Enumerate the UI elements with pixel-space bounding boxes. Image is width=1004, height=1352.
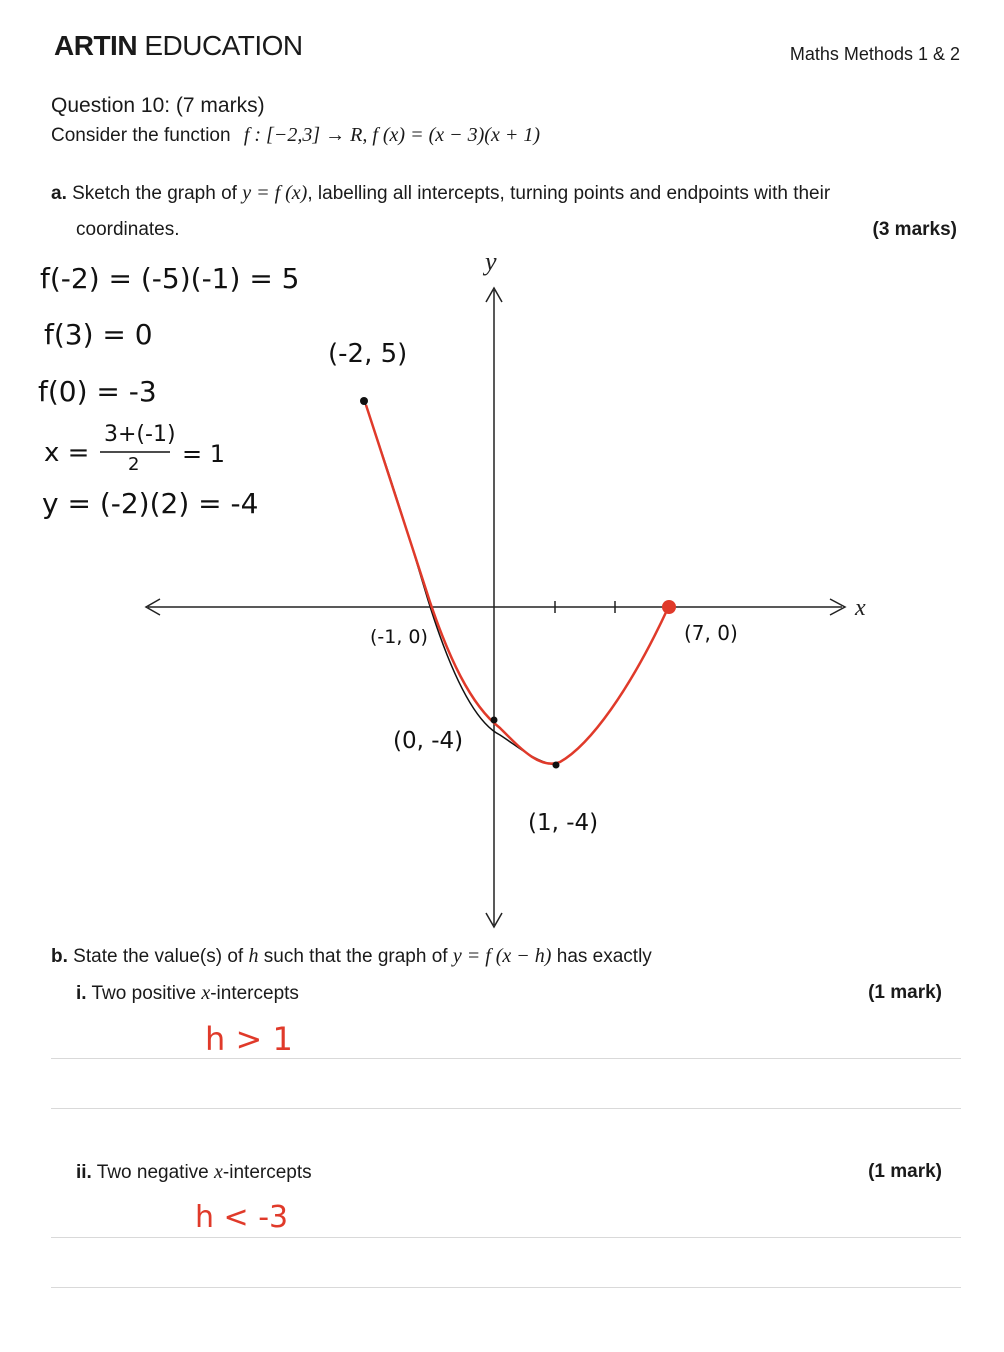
label-turning-point: (1, -4): [528, 810, 599, 836]
working-line-3: f(0) = -3: [38, 375, 157, 408]
sketch-curve-black: [364, 400, 556, 765]
part-a-text3: coordinates.: [76, 219, 180, 240]
part-a-label: a.: [51, 183, 67, 204]
label-x-intercept-right: (7, 0): [684, 621, 738, 645]
question-title: Question 10: (7 marks): [51, 94, 265, 117]
part-b-i-answer: h > 1: [205, 1020, 293, 1058]
working-line-4-rhs: = 1: [182, 440, 226, 468]
part-b-i-text: [76, 982, 299, 1005]
x-intercept-right-dot: [662, 600, 676, 614]
label-x-intercept-left: (-1, 0): [370, 626, 428, 648]
working-line-2: f(3) = 0: [44, 318, 153, 351]
part-b-i-marks: (1 mark): [868, 982, 942, 1003]
part-b-text1: State the value(s) of: [67, 946, 249, 967]
part-a-text1: Sketch the graph of: [66, 183, 243, 204]
part-b-i-text1: Two positive: [86, 983, 202, 1004]
brand-bold: ARTIN: [54, 30, 138, 61]
part-b-expr: y = f (x − h): [452, 945, 552, 967]
part-b-ii-marks: (1 mark): [868, 1161, 942, 1182]
label-y-intercept: (0, -4): [393, 728, 464, 754]
working-line-4-lhs: x =: [44, 438, 90, 468]
label-endpoint-left: (-2, 5): [328, 339, 408, 369]
part-a-expr: y = f (x): [242, 182, 308, 204]
working-line-1: f(-2) = (-5)(-1) = 5: [40, 262, 300, 295]
course-title: Maths Methods 1 & 2: [789, 44, 960, 64]
part-b-i-text2: -intercepts: [210, 983, 299, 1004]
y-axis-label: y: [485, 247, 497, 276]
endpoint-left-dot: [360, 397, 368, 405]
part-b-label: b.: [51, 946, 68, 967]
answer-line-2: [51, 1108, 961, 1109]
answer-line-3: [51, 1237, 961, 1238]
part-b-ii-text: [76, 1161, 312, 1184]
answer-line-4: [51, 1287, 961, 1288]
answer-line-1: [51, 1058, 961, 1059]
part-b-i-var: x: [201, 982, 211, 1004]
part-b-text3: has exactly: [551, 946, 652, 967]
part-b-ii-text2: -intercepts: [222, 1162, 312, 1183]
part-a-marks: (3 marks): [872, 219, 957, 240]
part-b-i-label: i.: [76, 983, 87, 1004]
part-b-ii-text1: Two negative: [91, 1162, 215, 1183]
part-a-text2: , labelling all intercepts, turning points and endpoints with their: [307, 183, 831, 204]
part-b-ii-label: ii.: [76, 1162, 92, 1183]
turning-point-dot: [553, 762, 560, 769]
working-line-4-den: 2: [128, 454, 140, 475]
function-definition: f : [−2,3] → R, f (x) = (x − 3)(x + 1): [243, 124, 540, 146]
question-intro-text: Consider the function: [51, 125, 231, 146]
part-b-ii-answer: h < -3: [195, 1200, 289, 1235]
part-b-text2: such that the graph of: [258, 946, 453, 967]
part-b-var: h: [248, 945, 259, 967]
brand-rest: EDUCATION: [137, 30, 303, 61]
working-line-5: y = (-2)(2) = -4: [42, 487, 259, 520]
part-b-text: [51, 945, 652, 968]
part-b-ii-var: x: [214, 1161, 223, 1183]
working-line-4-num: 3+(-1): [104, 422, 176, 447]
y-intercept-dot: [491, 717, 498, 724]
parabola-curve: [366, 405, 668, 764]
x-axis-label: x: [855, 595, 866, 621]
